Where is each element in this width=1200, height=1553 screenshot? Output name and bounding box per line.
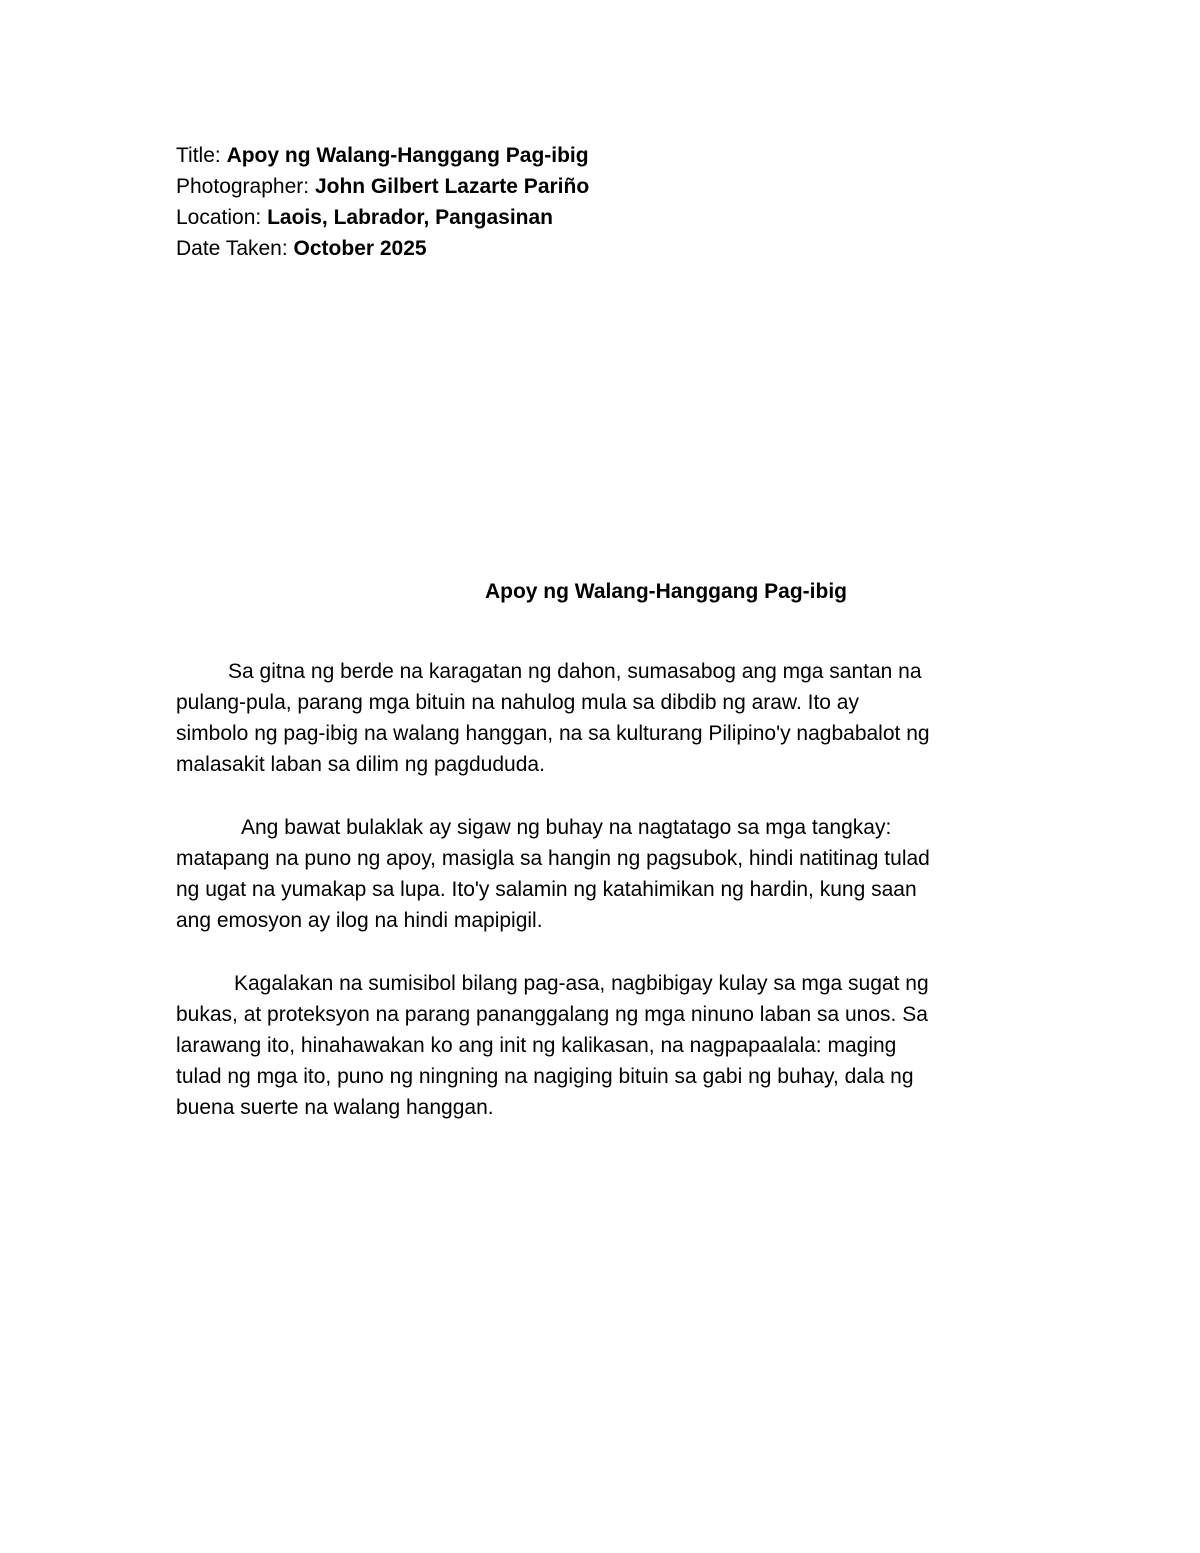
paragraph-line: larawang ito, hinahawakan ko ang init ng kalikasan, na nagpapaalala: maging (176, 1034, 897, 1057)
photographer-line (176, 171, 589, 202)
paragraph-line: Kagalakan na sumisibol bilang pag-asa, nagbibigay kulay sa mga sugat ng (234, 972, 929, 995)
paragraph-line: bukas, at proteksyon na parang pananggalang ng mga ninuno laban sa unos. Sa (176, 1003, 928, 1026)
paragraph-1 (176, 656, 930, 780)
location-label: Location: (176, 206, 268, 229)
title-value: Apoy ng Walang-Hanggang Pag-ibig (226, 144, 589, 167)
paragraph-line: matapang na puno ng apoy, masigla sa hangin ng pagsubok, hindi natitinag tulad (176, 847, 930, 870)
date-label: Date Taken: (176, 237, 294, 260)
essay-heading: Apoy ng Walang-Hanggang Pag-ibig (484, 580, 848, 603)
paragraph-2 (176, 812, 930, 936)
photo-metadata (176, 140, 589, 264)
photographer-label: Photographer: (176, 175, 315, 198)
location-line (176, 202, 589, 233)
paragraph-3 (176, 968, 929, 1123)
paragraph-line: malasakit laban sa dilim ng pagdududa. (176, 753, 545, 776)
title-line (176, 140, 589, 171)
location-value: Laois, Labrador, Pangasinan (267, 206, 553, 229)
paragraph-line: simbolo ng pag-ibig na walang hanggan, na sa kulturang Pilipino'y nagbabalot ng (176, 722, 930, 745)
title-label: Title: (176, 144, 227, 167)
paragraph-line: ng ugat na yumakap sa lupa. Ito'y salamin ng katahimikan ng hardin, kung saan (176, 878, 917, 901)
paragraph-line: tulad ng mga ito, puno ng ningning na nagiging bituin sa gabi ng buhay, dala ng (176, 1065, 914, 1088)
date-value: October 2025 (293, 237, 427, 260)
paragraph-line: Ang bawat bulaklak ay sigaw ng buhay na nagtatago sa mga tangkay: (241, 816, 892, 839)
paragraph-line: buena suerte na walang hanggan. (176, 1096, 494, 1119)
date-line (176, 233, 589, 264)
paragraph-line: ang emosyon ay ilog na hindi mapipigil. (176, 909, 543, 932)
paragraph-line: pulang-pula, parang mga bituin na nahulog mula sa dibdib ng araw. Ito ay (176, 691, 859, 714)
photographer-value: John Gilbert Lazarte Pariño (314, 175, 590, 198)
paragraph-line: Sa gitna ng berde na karagatan ng dahon, sumasabog ang mga santan na (228, 660, 922, 683)
